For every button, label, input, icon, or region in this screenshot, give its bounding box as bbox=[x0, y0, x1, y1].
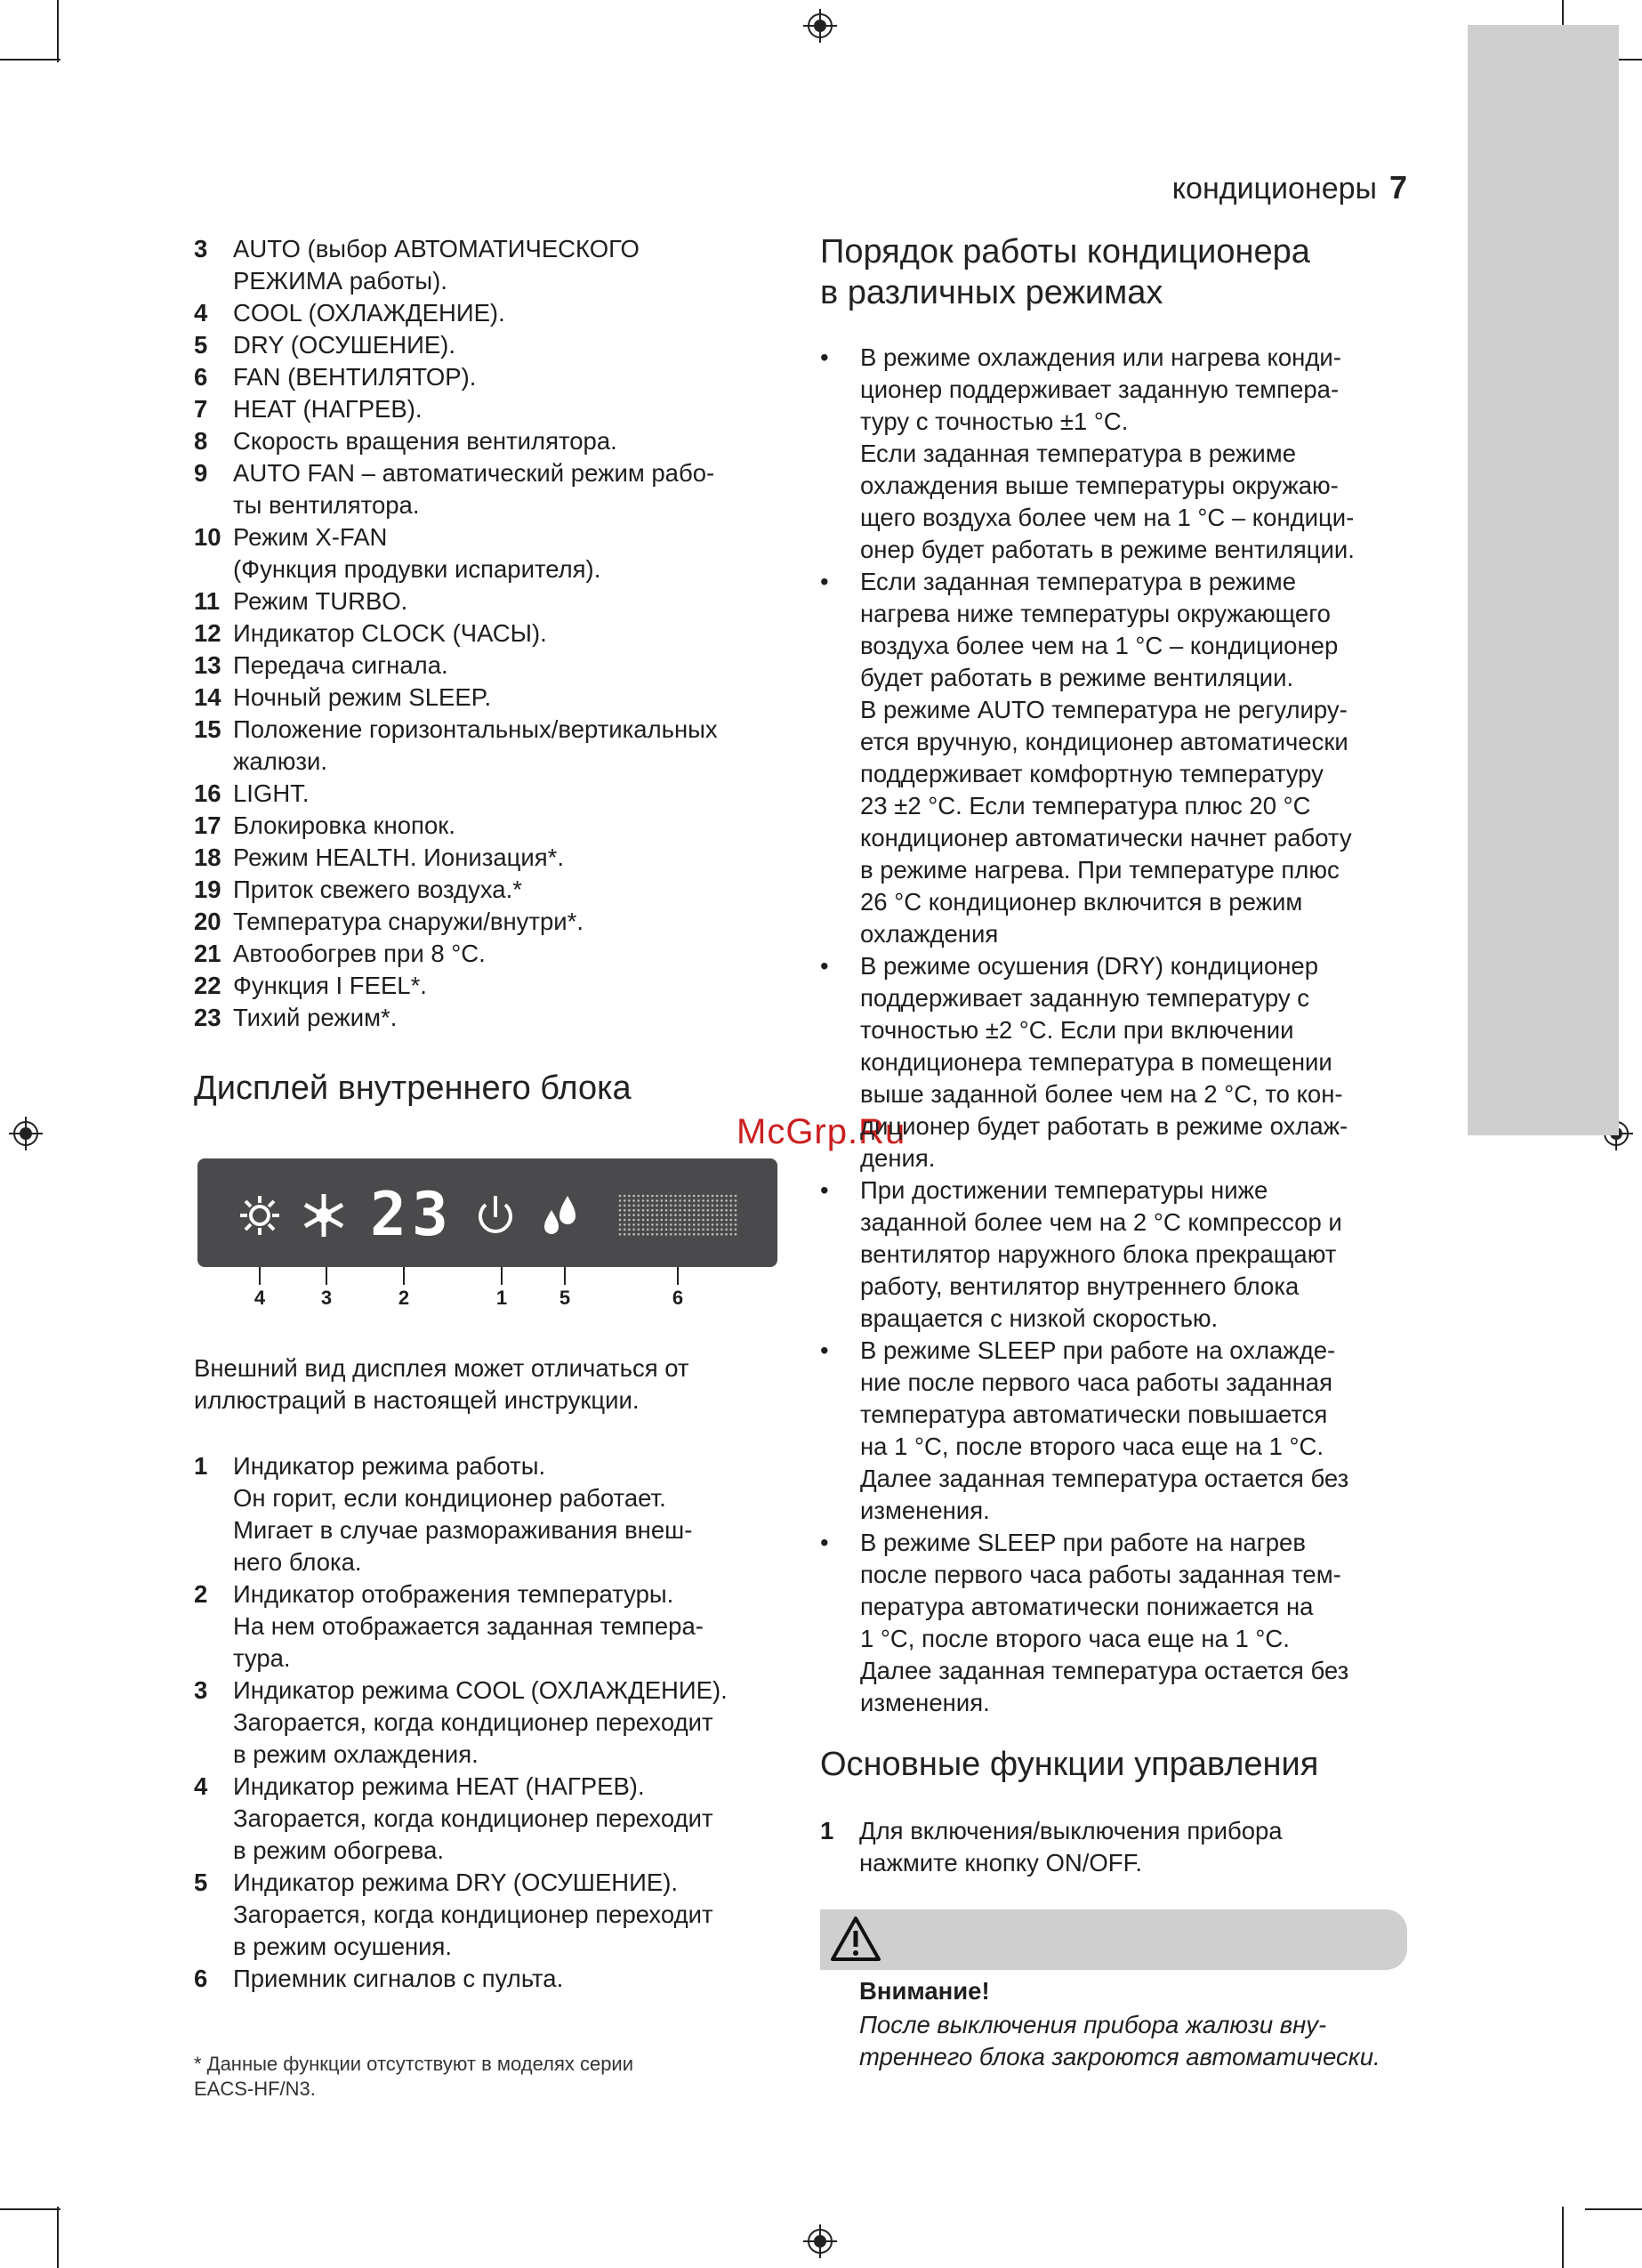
callout-number: 5 bbox=[559, 1287, 571, 1309]
list-item bbox=[194, 617, 799, 650]
warning-title: Внимание! bbox=[859, 1977, 990, 2005]
item-text: Приток свежего воздуха.* bbox=[233, 876, 522, 903]
item-number: 2 bbox=[194, 1580, 208, 1608]
item-text: HEAT (НАГРЕВ). bbox=[233, 395, 423, 423]
crop-mark bbox=[1585, 2208, 1642, 2210]
bullet-item bbox=[820, 566, 1416, 950]
callout-number: 3 bbox=[320, 1287, 333, 1309]
item-number: 17 bbox=[194, 811, 221, 839]
bullet-item bbox=[820, 1174, 1416, 1335]
item-text: Функция I FEEL*. bbox=[233, 972, 427, 999]
modes-heading: Порядок работы кондиционера в различных режимах bbox=[820, 233, 1310, 311]
item-text: Режим HEALTH. Ионизация*. bbox=[233, 843, 565, 871]
page-header bbox=[1172, 169, 1407, 206]
item-text: Положение горизонтальных/вертикальных жалюзи. bbox=[233, 715, 718, 775]
item-number: 6 bbox=[194, 363, 208, 391]
callout-number: 1 bbox=[495, 1287, 508, 1309]
display-callouts bbox=[197, 1267, 777, 1309]
list-item bbox=[194, 810, 799, 842]
item-text: DRY (ОСУШЕНИЕ). bbox=[233, 331, 455, 359]
item-number: 21 bbox=[194, 940, 221, 967]
list-item bbox=[194, 329, 799, 361]
item-number: 5 bbox=[194, 1868, 208, 1896]
item-number: 19 bbox=[194, 876, 221, 903]
item-number: 9 bbox=[194, 459, 208, 487]
crop-mark bbox=[0, 59, 60, 61]
callout-line bbox=[501, 1267, 503, 1285]
crop-mark bbox=[57, 0, 59, 62]
item-number: 4 bbox=[194, 1772, 208, 1800]
controls-heading: Основные функции управления bbox=[820, 1746, 1319, 1783]
list-item bbox=[194, 1867, 808, 1963]
item-text: Передача сигнала. bbox=[233, 651, 448, 679]
remote-functions-list bbox=[194, 233, 799, 1034]
modes-bullet-list bbox=[820, 342, 1416, 1719]
item-text: Блокировка кнопок. bbox=[233, 811, 455, 839]
item-text: AUTO FAN – автоматический режим рабо- ты вентилятора. bbox=[233, 459, 715, 519]
warning-bar bbox=[820, 1909, 1407, 1970]
bullet-text: В режиме осушения (DRY) кондиционер поддерживает заданную температуру с точностью ±2 °C. Если при включении кондиционера температура в помещении выше заданной более чем на 2 °C, то кон- диционер будет работать в режиме охлаж- дения. bbox=[860, 952, 1348, 1172]
section-title: кондиционеры bbox=[1171, 172, 1377, 206]
item-text: Приемник сигналов с пульта. bbox=[233, 1965, 564, 1992]
list-item bbox=[194, 233, 799, 297]
list-item bbox=[194, 1675, 808, 1771]
bullet-text: В режиме SLEEP при работе на охлажде- ние после первого часа работы заданная температура автоматически повышается на 1 °C, после второго часа еще на 1 °C. Далее заданная температура остается без изменения. bbox=[860, 1336, 1349, 1524]
section-tab bbox=[1468, 25, 1619, 1135]
item-number: 11 bbox=[194, 587, 221, 615]
list-item bbox=[194, 682, 799, 714]
bullet-marker: • bbox=[820, 343, 829, 371]
item-number: 7 bbox=[194, 395, 208, 423]
list-item bbox=[194, 585, 799, 617]
list-item bbox=[194, 457, 799, 521]
item-number: 1 bbox=[194, 1452, 208, 1480]
item-text: Автообогрев при 8 °C. bbox=[233, 940, 486, 967]
item-text: Тихий режим*. bbox=[233, 1004, 398, 1031]
item-text: Индикатор CLOCK (ЧАСЫ). bbox=[233, 619, 547, 647]
bullet-text: В режиме SLEEP при работе на нагрев после первого часа работы заданная тем- пература автоматически понижается на 1 °C, после второго часа еще на 1 °C. Далее заданная температура остается без изменения. bbox=[860, 1529, 1349, 1716]
page-number: 7 bbox=[1388, 169, 1407, 206]
callout-number: 6 bbox=[672, 1287, 684, 1309]
heat-mode-icon bbox=[240, 1196, 279, 1235]
callout-line bbox=[326, 1267, 327, 1285]
item-text: COOL (ОХЛАЖДЕНИЕ). bbox=[233, 299, 505, 327]
item-number: 6 bbox=[194, 1965, 208, 1992]
item-text: FAN (ВЕНТИЛЯТОР). bbox=[233, 363, 477, 391]
item-text: LIGHT. bbox=[233, 779, 310, 807]
callout-line bbox=[677, 1267, 679, 1285]
crop-mark bbox=[57, 2207, 59, 2268]
crop-mark bbox=[0, 2208, 60, 2210]
list-item bbox=[194, 425, 799, 457]
list-item bbox=[194, 1450, 808, 1578]
list-item bbox=[194, 906, 799, 938]
callout-number: 2 bbox=[398, 1287, 410, 1309]
item-number: 22 bbox=[194, 972, 221, 999]
list-item bbox=[194, 938, 799, 970]
bullet-item bbox=[820, 342, 1416, 566]
bullet-text: В режиме охлаждения или нагрева конди- ционер поддерживает заданную темпера- туру с точностью ±1 °C. Если заданная температура в режиме охлаждения выше температуры окружаю- щего воздуха более чем на 1 °C – кондици- онер будет работать в режиме вентиляции. bbox=[860, 343, 1355, 563]
list-item bbox=[820, 1815, 1407, 1879]
item-number: 20 bbox=[194, 908, 221, 935]
temperature-display: 23 bbox=[370, 1180, 454, 1250]
cool-mode-icon bbox=[305, 1194, 342, 1237]
item-number: 18 bbox=[194, 843, 221, 871]
item-text: Индикатор режима DRY (ОСУШЕНИЕ). Загорается, когда кондиционер переходит в режим осушения. bbox=[233, 1868, 713, 1960]
item-number: 14 bbox=[194, 683, 221, 711]
list-item bbox=[194, 874, 799, 906]
dry-mode-icon bbox=[544, 1196, 576, 1234]
list-item bbox=[194, 650, 799, 682]
item-text: Режим TURBO. bbox=[233, 587, 408, 615]
bullet-item bbox=[820, 1335, 1416, 1527]
item-text: Скорость вращения вентилятора. bbox=[233, 427, 617, 455]
bullet-marker: • bbox=[820, 568, 829, 595]
indicator-list bbox=[194, 1450, 808, 1995]
item-number: 10 bbox=[194, 523, 221, 551]
item-number: 5 bbox=[194, 331, 208, 359]
bullet-item bbox=[820, 1527, 1416, 1719]
list-item bbox=[194, 778, 799, 810]
item-text: AUTO (выбор АВТОМАТИЧЕСКОГО РЕЖИМА работы). bbox=[233, 235, 640, 295]
callout-line bbox=[564, 1267, 566, 1285]
list-item bbox=[194, 361, 799, 393]
footnote: * Данные функции отсутствуют в моделях серии EACS-HF/N3. bbox=[194, 2053, 634, 2100]
item-number: 4 bbox=[194, 299, 208, 327]
list-item bbox=[194, 1578, 808, 1675]
list-item bbox=[194, 1963, 808, 1995]
item-number: 12 bbox=[194, 619, 221, 647]
callout-number: 4 bbox=[254, 1287, 266, 1309]
bullet-marker: • bbox=[820, 1176, 829, 1204]
item-text: Температура снаружи/внутри*. bbox=[233, 908, 584, 935]
display-heading: Дисплей внутреннего блока bbox=[194, 1069, 632, 1107]
item-number: 15 bbox=[194, 715, 221, 743]
registration-mark-icon bbox=[9, 1117, 43, 1150]
power-indicator-icon bbox=[480, 1196, 511, 1231]
bullet-marker: • bbox=[820, 1529, 829, 1556]
list-item bbox=[194, 1771, 808, 1867]
registration-mark-icon bbox=[803, 9, 837, 43]
item-text: Индикатор режима COOL (ОХЛАЖДЕНИЕ). Загорается, когда кондиционер переходит в режим охлаждения. bbox=[233, 1676, 728, 1768]
item-number: 23 bbox=[194, 1004, 221, 1031]
list-item bbox=[194, 1002, 799, 1034]
callout-line bbox=[403, 1267, 405, 1285]
bullet-text: При достижении температуры ниже заданной более чем на 2 °C компрессор и вентилятор наружного блока прекращают работу, вентилятор внутреннего блока вращается с низкой скоростью. bbox=[860, 1176, 1342, 1332]
indoor-display-panel bbox=[197, 1158, 777, 1267]
item-number: 8 bbox=[194, 427, 208, 455]
display-note: Внешний вид дисплея может отличаться от иллюстраций в настоящей инструкции. bbox=[194, 1354, 689, 1414]
list-item bbox=[194, 842, 799, 874]
list-item bbox=[194, 714, 799, 778]
signal-receiver-grid bbox=[619, 1195, 737, 1236]
item-number: 3 bbox=[194, 235, 208, 262]
item-text: Индикатор режима работы. Он горит, если кондиционер работает. Мигает в случае размораживания внеш- него блока. bbox=[233, 1452, 693, 1576]
bullet-marker: • bbox=[820, 952, 829, 980]
controls-list bbox=[820, 1815, 1407, 1879]
item-text: Для включения/выключения прибора нажмите кнопку ON/OFF. bbox=[859, 1817, 1283, 1877]
item-number: 16 bbox=[194, 779, 221, 807]
item-text: Индикатор отображения температуры. На нем отображается заданная темпера- тура. bbox=[233, 1580, 704, 1672]
warning-text: После выключения прибора жалюзи вну- треннего блока закроются автоматически. bbox=[859, 2011, 1380, 2070]
warning-triangle-icon bbox=[829, 1913, 882, 1965]
registration-mark-icon bbox=[803, 2224, 837, 2258]
item-number: 3 bbox=[194, 1676, 208, 1704]
item-text: Ночный режим SLEEP. bbox=[233, 683, 492, 711]
list-item bbox=[194, 393, 799, 425]
list-item bbox=[194, 970, 799, 1002]
item-number: 13 bbox=[194, 651, 221, 679]
callout-line bbox=[259, 1267, 261, 1285]
list-item bbox=[194, 297, 799, 329]
crop-mark bbox=[1562, 2207, 1564, 2268]
list-item bbox=[194, 521, 799, 585]
bullet-text: Если заданная температура в режиме нагрева ниже температуры окружающего воздуха более чем на 1 °C – кондиционер будет работать в режиме вентиляции. В режиме AUTO температура не регулиру- ется вручную, кондиционер автоматически поддерживает комфортную температуру 23 ±2 °C. Если температура плюс 20 °C кондиционер автоматически начнет работу в режиме нагрева. При температуре плюс 26 °C кондиционер включится в режим охлаждения bbox=[860, 568, 1352, 948]
bullet-item bbox=[820, 950, 1416, 1174]
item-text: Режим X-FAN (Функция продувки испарителя). bbox=[233, 523, 601, 583]
watermark: McGrp.Ru bbox=[736, 1112, 906, 1151]
item-text: Индикатор режима HEAT (НАГРЕВ). Загорается, когда кондиционер переходит в режим обогрева. bbox=[233, 1772, 713, 1864]
item-number: 1 bbox=[820, 1817, 834, 1844]
bullet-marker: • bbox=[820, 1336, 829, 1364]
